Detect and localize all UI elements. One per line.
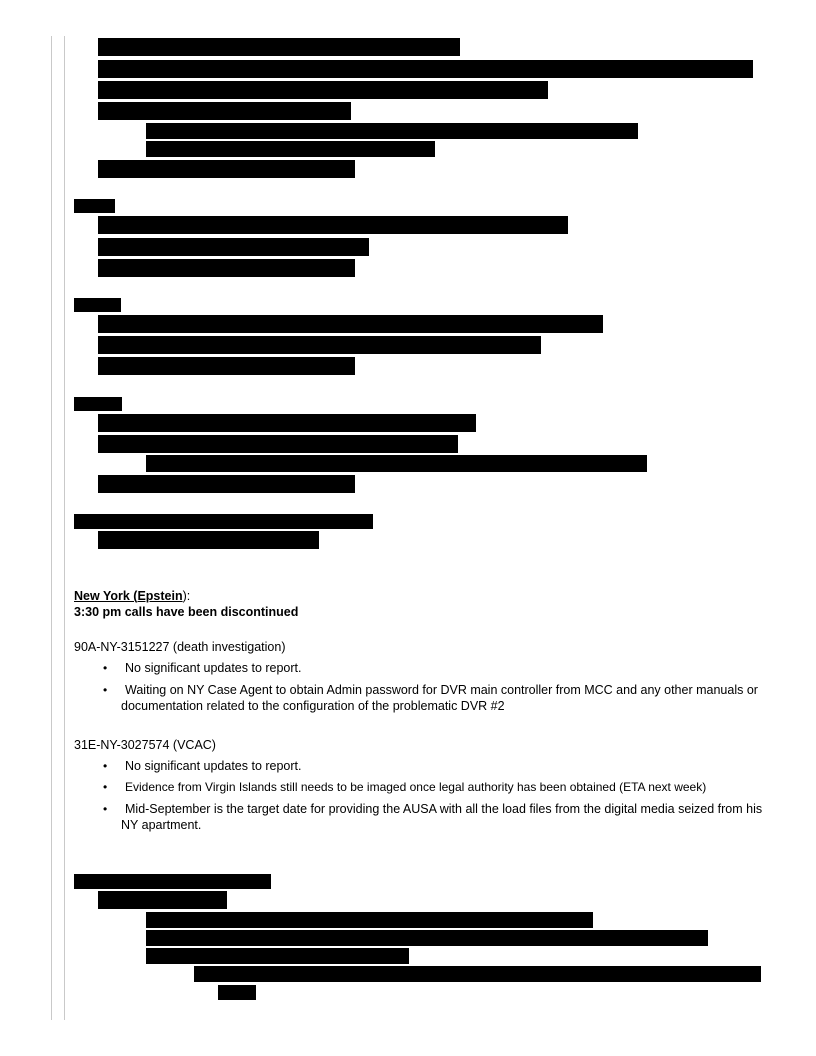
case-title: 90A-NY-3151227 (death investigation) <box>74 640 286 654</box>
bullet-icon: • <box>103 661 108 675</box>
section-heading <box>74 589 190 604</box>
list-item <box>103 759 785 775</box>
redaction-bar <box>74 874 271 889</box>
bullet-icon: • <box>103 802 108 816</box>
case-title: 31E-NY-3027574 (VCAC) <box>74 738 216 752</box>
list-item <box>103 661 785 677</box>
bullet-icon: • <box>103 683 108 697</box>
redaction-bar <box>98 259 355 277</box>
redaction-bar <box>146 455 647 472</box>
redaction-bar <box>146 912 593 928</box>
heading-part2: ): <box>182 589 191 603</box>
list-item <box>103 683 781 714</box>
redaction-bar <box>146 930 708 946</box>
redaction-bar <box>98 60 753 78</box>
bullet-text: Mid-September is the target date for providing the AUSA with all the load files from the digital media seized from his NY apartment. <box>121 802 763 832</box>
redaction-bar <box>146 141 435 157</box>
redaction-bar <box>98 357 355 375</box>
redaction-bar <box>194 966 761 982</box>
list-item <box>103 802 781 833</box>
bullet-icon: • <box>103 780 108 794</box>
bullet-icon: • <box>103 759 108 773</box>
redaction-bar <box>98 216 568 234</box>
redaction-bar <box>98 475 355 493</box>
redaction-bar <box>98 38 460 56</box>
redaction-bar <box>98 81 548 99</box>
bullet-text: Evidence from Virgin Islands still needs to be imaged once legal authority has been obtained (ETA next week) <box>125 780 707 794</box>
redaction-bar <box>98 891 227 909</box>
redaction-bar <box>146 123 638 139</box>
list-item <box>103 780 805 796</box>
redaction-bar <box>74 298 121 312</box>
redaction-bar <box>98 315 603 333</box>
redaction-bar <box>98 435 458 453</box>
redaction-bar <box>74 397 122 411</box>
redaction-bar <box>98 414 476 432</box>
heading-link-epstein[interactable]: Epstein <box>137 589 183 603</box>
redaction-bar <box>98 238 369 256</box>
redaction-bar <box>98 531 319 549</box>
calls-notice: 3:30 pm calls have been discontinued <box>74 605 299 619</box>
redaction-bar <box>74 199 115 213</box>
redaction-bar <box>98 102 351 120</box>
redaction-bar <box>218 985 256 1000</box>
redaction-bar <box>98 336 541 354</box>
bullet-text: Waiting on NY Case Agent to obtain Admin password for DVR main controller from MCC and any other manuals or documentation related to the configuration of the problematic DVR #2 <box>121 683 758 713</box>
margin-line-right <box>64 36 65 1020</box>
bullet-text: No significant updates to report. <box>125 661 302 675</box>
margin-line-left <box>51 36 52 1020</box>
redaction-bar <box>98 160 355 178</box>
bullet-text: No significant updates to report. <box>125 759 302 773</box>
redaction-bar <box>74 514 373 529</box>
redaction-bar <box>146 948 409 964</box>
heading-part1: New York ( <box>74 589 138 603</box>
